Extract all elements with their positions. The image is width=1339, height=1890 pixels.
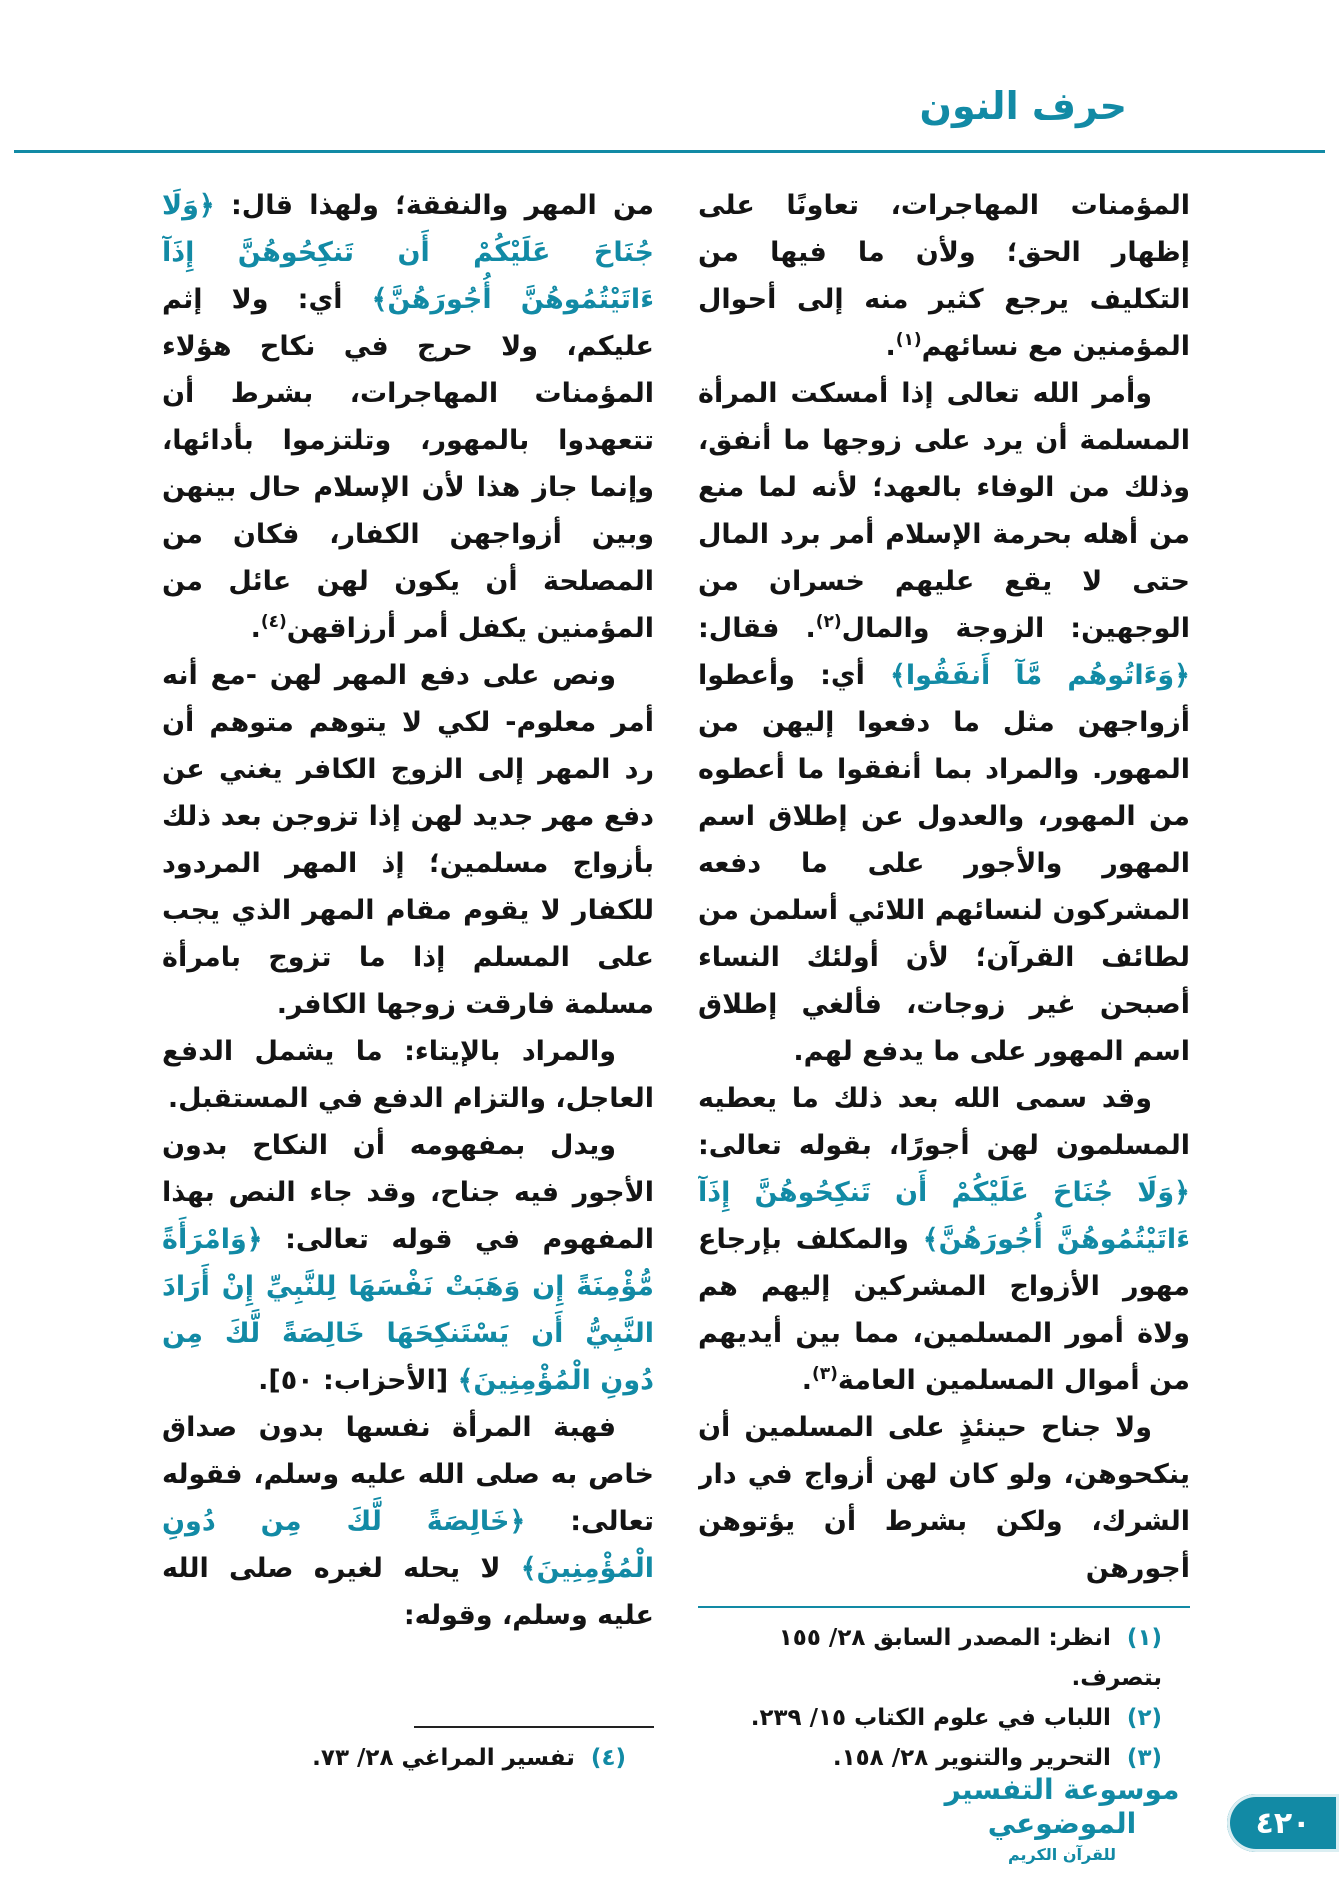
footnotes <box>162 1720 654 1778</box>
page-number-badge <box>1227 1794 1339 1852</box>
body-text: ونص على دفع المهر لهن -مع أنه أمر معلوم- لكي لا يتوهم متوهم أن رد المهر إلى الزوج الكافر يغني عن دفع مهر جديد لهن إذا تزوجن بعد ذلك بأزواج مسلمين؛ إذ المهر المردود للكفار لا يقوم مقام المهر الذي يجب على المسلم إذا ما تزوج بامرأة مسلمة فارقت زوجها الكافر. <box>162 660 654 1020</box>
footnote-divider <box>414 1726 654 1728</box>
footnote-text: التحرير والتنوير ٢٨/ ١٥٨. <box>832 1745 1119 1771</box>
body-text: ولا جناح حينئذٍ على المسلمين أن ينكحوهن، ولو كان لهن أزواج في دار الشرك، ولكن بشرط أن يؤتوهن أجورهن <box>698 1412 1190 1584</box>
body-text: . فقال: <box>698 613 816 644</box>
footnote-number: (٣) <box>1126 1745 1162 1771</box>
column-right <box>698 182 1190 1778</box>
body-text: وأمر الله تعالى إذا أمسكت المرأة المسلمة أن يرد على زوجها ما أنفق، وذلك من الوفاء بالعهد؛ لأنه لما منع من أهله بحرمة الإسلام أمر برد المال حتى لا يقع عليهم خسران من الوجهين: الزوجة والمال <box>698 378 1190 644</box>
body-text: أي: وأعطوا أزواجهن مثل ما دفعوا إليهن من المهور. والمراد بما أنفقوا ما أعطوه من المهور، والعدول عن إطلاق اسم المهور والأجور على ما دفعه المشركون لنسائهم اللائي أسلمن من لطائف القرآن؛ لأن أولئك النساء أصبحن غير زوجات، فألغي إطلاق اسم المهور على ما يدفع لهم. <box>698 660 1190 1067</box>
body-text: وقد سمى الله بعد ذلك ما يعطيه المسلمون لهن أجورًا، بقوله تعالى: <box>698 1083 1190 1161</box>
paragraph <box>162 652 654 1028</box>
footnote <box>698 1698 1190 1738</box>
footnote-marker: (٤) <box>260 612 287 632</box>
page-number: ٤٢٠ <box>1255 1805 1311 1841</box>
quran-verse: ﴿وَلَا جُنَاحَ عَلَيْكُمْ أَن تَنكِحُوهُنَّ إِذَآ ءَاتَيْتُمُوهُنَّ أُجُورَهُنَّ﴾ <box>698 1177 1190 1255</box>
footnote-number: (١) <box>1126 1625 1162 1651</box>
footnote <box>698 1738 1190 1778</box>
body-text: . <box>801 1365 812 1396</box>
paragraph <box>698 370 1190 1075</box>
footnote-marker: (٣) <box>811 1364 838 1384</box>
footnotes <box>698 1600 1190 1778</box>
header-divider <box>14 150 1325 153</box>
paragraph <box>162 1028 654 1122</box>
footnote-number: (٢) <box>1126 1705 1162 1731</box>
footnote-number: (٤) <box>590 1745 626 1771</box>
quran-verse: ﴿وَامْرَأَةً مُّؤْمِنَةً إِن وَهَبَتْ نَفْسَهَا لِلنَّبِيِّ إِنْ أَرَادَ النَّبِيُّ أَن يَسْتَنكِحَهَا خَالِصَةً لَّكَ مِن دُونِ الْمُؤْمِنِينَ﴾ <box>162 1224 654 1396</box>
body-text: والمراد بالإيتاء: ما يشمل الدفع العاجل، والتزام الدفع في المستقبل. <box>162 1036 654 1114</box>
footnote-text: انظر: المصدر السابق ٢٨/ ١٥٥ بتصرف. <box>778 1625 1162 1691</box>
body-text: من المهر والنفقة؛ ولهذا قال: <box>214 190 654 221</box>
paragraph <box>698 1404 1190 1592</box>
column-body <box>162 182 654 1639</box>
body-text: . <box>250 613 261 644</box>
paragraph <box>162 1122 654 1404</box>
column-left <box>162 182 654 1778</box>
footnote <box>162 1738 654 1778</box>
footnote <box>698 1618 1190 1698</box>
quran-verse: ﴿وَلَا جُنَاحَ عَلَيْكُمْ أَن تَنكِحُوهُنَّ إِذَآ ءَاتَيْتُمُوهُنَّ أُجُورَهُنَّ﴾ <box>162 190 654 315</box>
logo-title: موسوعة التفسير الموضوعي <box>944 1773 1180 1840</box>
footnote-text: اللباب في علوم الكتاب ١٥/ ٢٣٩. <box>750 1705 1119 1731</box>
quran-verse: ﴿خَالِصَةً لَّكَ مِن دُونِ الْمُؤْمِنِينَ﴾ <box>162 1506 654 1584</box>
chapter-title: حرف النون <box>919 84 1127 128</box>
body-text: المؤمنات المهاجرات، تعاونًا على إظهار الحق؛ ولأن ما فيها من التكليف يرجع كثير منه إلى أحوال المؤمنين مع نسائهم <box>698 190 1190 362</box>
footnote-text: تفسير المراغي ٢٨/ ٧٣. <box>312 1745 583 1771</box>
body-text: لا يحله لغيره صلى الله عليه وسلم، وقوله: <box>162 1553 654 1631</box>
body-text: والمكلف بإرجاع مهور الأزواج المشركين إليهم هم ولاة أمور المسلمين، مما بين أيديهم من أموال المسلمين العامة <box>698 1224 1190 1396</box>
text-columns <box>162 182 1190 1778</box>
body-text: فهبة المرأة نفسها بدون صداق خاص به صلى الله عليه وسلم، فقوله تعالى: <box>162 1412 654 1537</box>
body-text: [الأحزاب: ٥٠]. <box>258 1365 458 1396</box>
body-text: ويدل بمفهومه أن النكاح بدون الأجور فيه جناح، وقد جاء النص بهذا المفهوم في قوله تعالى: <box>162 1130 654 1255</box>
quran-verse: ﴿وَءَاتُوهُم مَّآ أَنفَقُوا﴾ <box>890 660 1190 691</box>
column-body <box>698 182 1190 1592</box>
body-text: أي: ولا إثم عليكم، ولا حرج في نكاح هؤلاء المؤمنات المهاجرات، بشرط أن تتعهدوا بالمهور، وتلتزموا بأدائها، وإنما جاز هذا لأن الإسلام حال بينهن وبين أزواجهن الكفار، فكان من المصلحة أن يكون لهن عائل من المؤمنين يكفل أمر أرزاقهن <box>162 284 654 644</box>
publisher-logo <box>937 1773 1187 1864</box>
footnote-divider <box>698 1606 1190 1608</box>
footnote-marker: (١) <box>895 330 922 350</box>
paragraph <box>162 182 654 652</box>
footnote-marker: (٢) <box>815 612 842 632</box>
body-text: . <box>885 331 896 362</box>
paragraph <box>698 1075 1190 1404</box>
paragraph <box>698 182 1190 370</box>
logo-subtitle: للقرآن الكريم <box>1007 1845 1117 1864</box>
paragraph <box>162 1404 654 1639</box>
